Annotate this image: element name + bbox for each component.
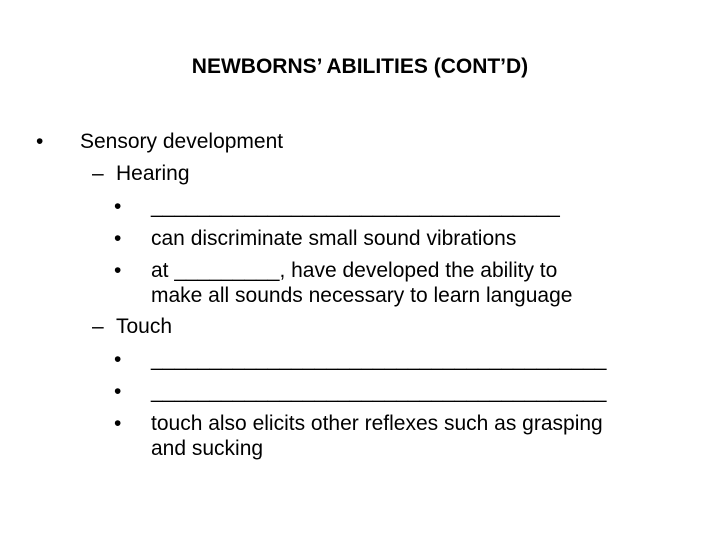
bullet-marker: • — [36, 130, 44, 153]
hearing-blank-line: ___________________________________ — [151, 195, 560, 218]
hearing-item-sounds-line2: make all sounds necessary to learn language — [151, 284, 573, 307]
bullet-marker: • — [114, 412, 122, 435]
bullet-sensory-development: Sensory development — [80, 130, 284, 153]
touch-item-reflexes-line1: touch also elicits other reflexes such as grasping — [151, 412, 603, 435]
sub-bullet-touch: Touch — [116, 315, 173, 338]
touch-blank-line-1: _______________________________________ — [151, 348, 607, 371]
bullet-marker: • — [114, 348, 122, 371]
dash-marker: – — [92, 315, 104, 338]
hearing-item-discriminate: can discriminate small sound vibrations — [151, 227, 517, 250]
touch-item-reflexes-line2: and sucking — [151, 437, 264, 460]
hearing-item-sounds-line1: at _________, have developed the ability to — [151, 259, 558, 282]
dash-marker: – — [92, 162, 104, 185]
slide-title: NEWBORNS’ ABILITIES (CONT’D) — [191, 55, 529, 78]
bullet-marker: • — [114, 195, 122, 218]
bullet-marker: • — [114, 227, 122, 250]
sub-bullet-hearing: Hearing — [116, 162, 190, 185]
bullet-marker: • — [114, 380, 122, 403]
bullet-marker: • — [114, 259, 122, 282]
touch-blank-line-2: _______________________________________ — [151, 380, 607, 403]
